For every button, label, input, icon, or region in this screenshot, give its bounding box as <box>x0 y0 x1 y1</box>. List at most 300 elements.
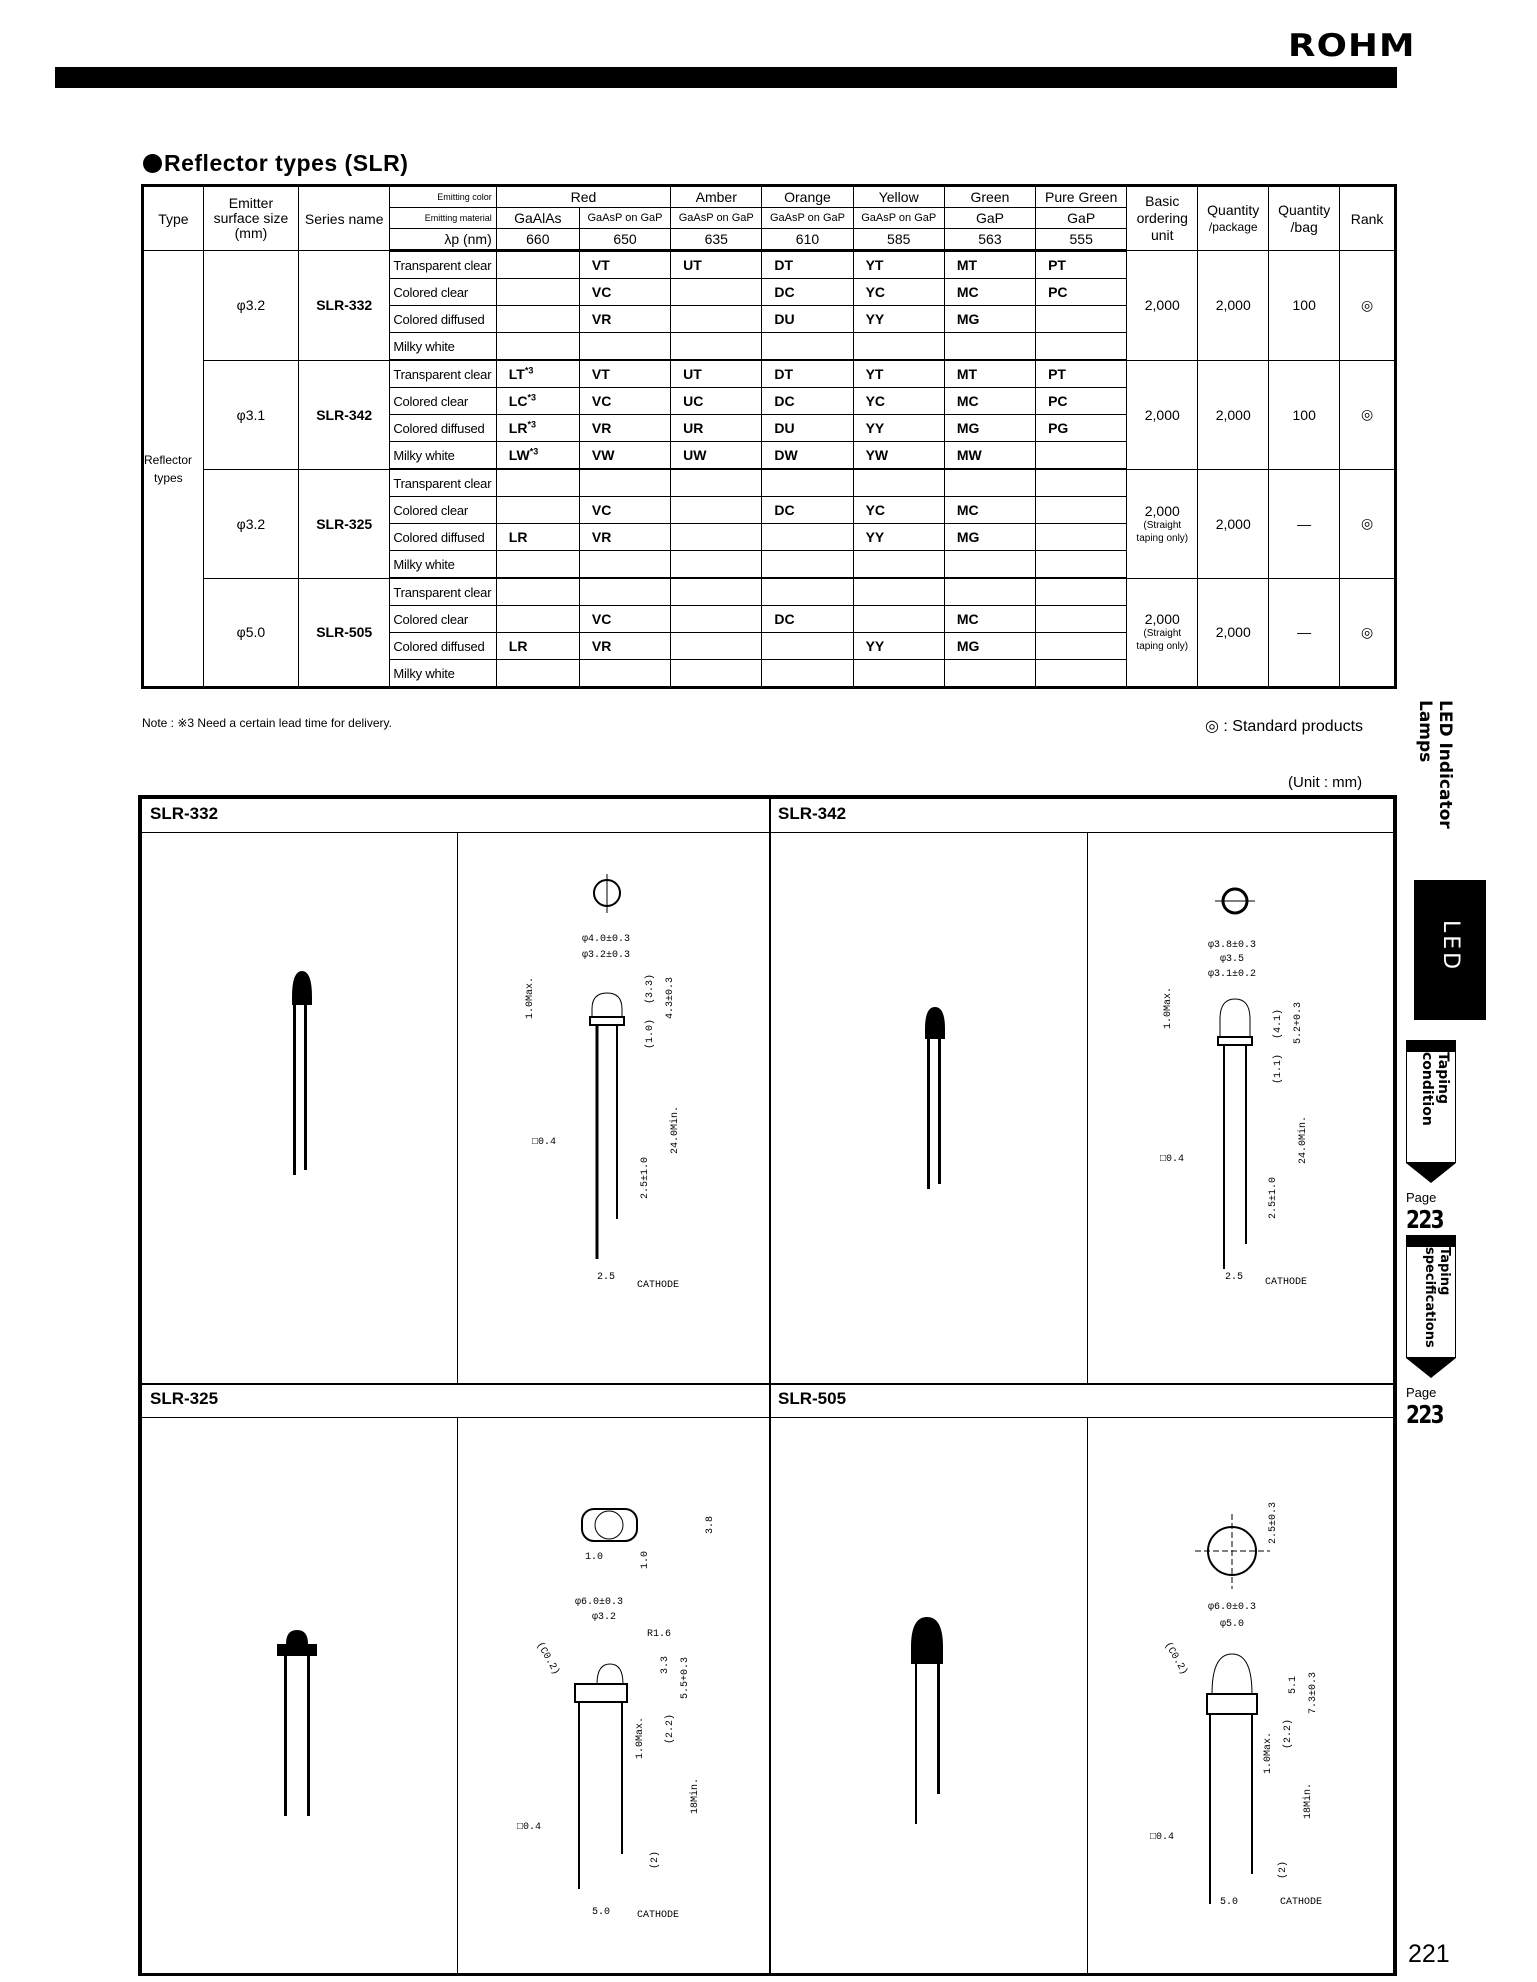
ordering-unit-value: 2,000 <box>1144 297 1180 314</box>
svg-text:φ6.0±0.3: φ6.0±0.3 <box>1208 1602 1257 1613</box>
part-code-cell <box>496 415 579 442</box>
panel-divider <box>457 833 458 1384</box>
led-photo-icon <box>905 1609 950 1829</box>
part-code-cell: MG <box>944 306 1035 333</box>
part-code-cell: VW <box>579 442 670 470</box>
header-wavelength-value: 610 <box>762 229 853 251</box>
svg-text:φ3.5: φ3.5 <box>1220 954 1245 965</box>
header-wavelength-value: 660 <box>496 229 579 251</box>
part-code-cell: LR <box>496 524 579 551</box>
header-color: Amber <box>671 186 762 208</box>
svg-text:(3.3): (3.3) <box>645 973 656 1004</box>
svg-text:φ5.0: φ5.0 <box>1220 1619 1245 1630</box>
taping-specifications-label: Taping specifications <box>1422 1247 1452 1348</box>
dimension-drawing <box>512 869 742 1319</box>
part-code-cell: DW <box>762 442 853 470</box>
part-code-cell: VC <box>579 388 670 415</box>
rohm-logo: ROHM <box>1288 28 1416 64</box>
part-code-cell <box>1036 497 1127 524</box>
series-name-cell: SLR-505 <box>299 578 390 688</box>
part-code-cell: UC <box>671 388 762 415</box>
ordering-unit-value: 2,000 <box>1144 406 1180 423</box>
delivery-note: Note : ※3 Need a certain lead time for delivery. <box>142 716 392 730</box>
part-code-cell: YY <box>853 415 944 442</box>
taping-specifications-link[interactable] <box>1406 1235 1456 1429</box>
footnote-marker: *3 <box>527 419 536 430</box>
ordering-unit-cell <box>1127 251 1198 361</box>
table-row <box>143 251 1396 279</box>
part-code-cell <box>496 360 579 388</box>
part-code-cell <box>944 660 1035 688</box>
svg-text:1.0Max.: 1.0Max. <box>525 976 536 1019</box>
part-code-cell <box>1036 306 1127 333</box>
ordering-unit-value: 2,000 <box>1144 502 1180 519</box>
part-code-cell <box>671 469 762 497</box>
svg-text:2.5: 2.5 <box>597 1272 616 1283</box>
part-code-cell: VT <box>579 360 670 388</box>
part-code-cell <box>1036 606 1127 633</box>
svg-text:φ3.2: φ3.2 <box>592 1612 617 1623</box>
lens-cell: Colored diffused <box>390 524 496 551</box>
header-material: GaP <box>1036 208 1127 229</box>
page-label: Page <box>1406 1190 1437 1205</box>
svg-text:(2.2): (2.2) <box>665 1713 676 1744</box>
svg-text:1.0Max.: 1.0Max. <box>635 1716 646 1759</box>
part-code-cell <box>496 497 579 524</box>
part-code-cell <box>496 469 579 497</box>
section-title-text: Reflector types (SLR) <box>164 150 409 176</box>
header-line: /bag <box>1290 218 1318 235</box>
header-line: Emitter <box>228 195 274 211</box>
svg-text:□0.4: □0.4 <box>517 1822 542 1833</box>
table-row <box>143 360 1396 388</box>
lens-cell: Transparent clear <box>390 578 496 606</box>
part-code-cell: MW <box>944 442 1035 470</box>
svg-text:5.1: 5.1 <box>1288 1675 1299 1694</box>
part-code-cell <box>762 578 853 606</box>
part-code: LR$^{*3}$ <box>508 419 536 437</box>
header-material: GaAsP on GaP <box>762 208 853 229</box>
part-code-cell: VC <box>579 497 670 524</box>
part-code-cell: MC <box>944 606 1035 633</box>
series-name-cell: SLR-332 <box>299 251 390 361</box>
part-code-cell <box>853 578 944 606</box>
header-series-name: Series name <box>299 186 390 251</box>
footnote-marker: *3 <box>524 365 534 376</box>
header-line: Quantity <box>1278 201 1331 218</box>
svg-text:(4.1): (4.1) <box>1273 1008 1284 1039</box>
ordering-unit-cell <box>1127 360 1198 469</box>
lens-cell: Milky white <box>390 442 496 470</box>
rank-cell: ◎ <box>1340 251 1396 361</box>
svg-text:□0.4: □0.4 <box>1150 1832 1175 1843</box>
part-code-cell: DT <box>762 360 853 388</box>
dimension-drawing <box>497 1494 737 1934</box>
header-wavelength-value: 563 <box>944 229 1035 251</box>
footnote-marker: *3 <box>529 446 539 457</box>
part-code-cell <box>762 469 853 497</box>
lens-cell: Colored diffused <box>390 306 496 333</box>
part-code-cell <box>671 333 762 361</box>
part-code-cell: YY <box>853 633 944 660</box>
footnote-marker: *3 <box>527 392 536 403</box>
part-code-cell <box>1036 660 1127 688</box>
part-code-cell: YC <box>853 279 944 306</box>
part-code-cell: VC <box>579 279 670 306</box>
header-wavelength-value: 555 <box>1036 229 1127 251</box>
part-code-cell <box>579 469 670 497</box>
qty-bag-cell: — <box>1269 578 1340 688</box>
part-code-cell: MG <box>944 524 1035 551</box>
svg-text:(2.2): (2.2) <box>1283 1718 1294 1749</box>
panel-slr-342 <box>769 798 1394 1385</box>
part-code-cell <box>671 497 762 524</box>
panel-slr-332 <box>141 798 771 1385</box>
led-photo-icon <box>282 959 322 1179</box>
panel-divider <box>1087 1418 1088 1975</box>
part-code-cell: UT <box>671 360 762 388</box>
header-color: Yellow <box>853 186 944 208</box>
emitter-size-cell: φ5.0 <box>203 578 298 688</box>
part-code-cell: DT <box>762 251 853 279</box>
header-qty-package <box>1198 186 1269 251</box>
panel-divider <box>457 1418 458 1975</box>
qty-bag-cell: — <box>1269 469 1340 578</box>
header-line: (mm) <box>234 225 268 241</box>
header-material: GaAlAs <box>496 208 579 229</box>
series-name-cell: SLR-342 <box>299 360 390 469</box>
part-code-cell: MG <box>944 415 1035 442</box>
panel-title: SLR-332 <box>142 799 770 833</box>
lens-cell: Transparent clear <box>390 360 496 388</box>
header-line: ordering <box>1136 210 1188 226</box>
header-line: surface size <box>213 210 289 226</box>
dimension-drawing <box>1140 879 1370 1319</box>
part-code-cell <box>762 633 853 660</box>
part-code-cell: YC <box>853 388 944 415</box>
table-row <box>143 469 1396 497</box>
header-line: Basic <box>1145 193 1180 209</box>
part-code-cell <box>496 306 579 333</box>
part-code: LT$^{*3}$ <box>508 365 534 383</box>
header-type: Type <box>143 186 204 251</box>
part-code-cell <box>496 251 579 279</box>
arrow-down-icon <box>1406 1163 1456 1185</box>
part-code-cell: VC <box>579 606 670 633</box>
svg-text:5.0: 5.0 <box>592 1907 611 1918</box>
part-code-cell <box>496 442 579 470</box>
page-ref: 223 <box>1406 1205 1443 1234</box>
led-photo-icon <box>915 999 955 1199</box>
part-code-cell <box>671 660 762 688</box>
qty-package-cell: 2,000 <box>1198 360 1269 469</box>
part-code-cell <box>762 333 853 361</box>
part-code-cell: VR <box>579 633 670 660</box>
part-code-cell <box>1036 578 1127 606</box>
part-code-cell <box>944 469 1035 497</box>
part-code-cell <box>1036 633 1127 660</box>
header-color: Red <box>496 186 670 208</box>
header-material: GaAsP on GaP <box>671 208 762 229</box>
header-material: GaP <box>944 208 1035 229</box>
part-code-cell: MT <box>944 360 1035 388</box>
part-code-cell <box>1036 442 1127 470</box>
svg-text:5.5+0.3: 5.5+0.3 <box>680 1656 691 1699</box>
part-code-cell: YY <box>853 306 944 333</box>
header-wavelength-value: 635 <box>671 229 762 251</box>
part-code-cell <box>944 551 1035 579</box>
qty-package-cell: 2,000 <box>1198 469 1269 578</box>
svg-text:2.5±1.0: 2.5±1.0 <box>640 1156 651 1199</box>
qty-bag-cell: 100 <box>1269 360 1340 469</box>
header-wavelength-value: 650 <box>579 229 670 251</box>
part-code-cell <box>579 333 670 361</box>
part-code-cell <box>579 578 670 606</box>
part-code-cell <box>496 606 579 633</box>
part-code-cell: PT <box>1036 251 1127 279</box>
svg-text:1.0: 1.0 <box>640 1550 651 1569</box>
header-line: /package <box>1208 219 1258 234</box>
part-code-cell <box>496 388 579 415</box>
part-code-cell <box>496 279 579 306</box>
part-code-cell: PC <box>1036 279 1127 306</box>
part-code-cell: YY <box>853 524 944 551</box>
header-color: Pure Green <box>1036 186 1127 208</box>
part-code-cell: PG <box>1036 415 1127 442</box>
part-code-cell <box>1036 524 1127 551</box>
part-code-cell <box>944 578 1035 606</box>
lens-cell: Milky white <box>390 551 496 579</box>
svg-text:CATHODE: CATHODE <box>637 1280 680 1291</box>
header-bar <box>55 67 1397 88</box>
lens-cell: Transparent clear <box>390 251 496 279</box>
rank-cell: ◎ <box>1340 360 1396 469</box>
lens-cell: Colored clear <box>390 388 496 415</box>
svg-text:18Min.: 18Min. <box>1303 1782 1314 1819</box>
panel-title: SLR-342 <box>770 799 1393 833</box>
header-emitting-material: Emitting material <box>390 208 496 229</box>
led-tab-label: LED <box>1438 920 1463 973</box>
drawings-frame <box>138 795 1397 1976</box>
ordering-unit-cell <box>1127 578 1198 688</box>
rank-cell: ◎ <box>1340 469 1396 578</box>
led-tab[interactable] <box>1414 880 1486 1020</box>
svg-text:(C0.2): (C0.2) <box>533 1640 562 1678</box>
panel-divider <box>1087 833 1088 1384</box>
svg-text:7.3±0.3: 7.3±0.3 <box>1308 1671 1319 1714</box>
svg-text:(1.1): (1.1) <box>1273 1053 1284 1084</box>
part-code-cell <box>853 606 944 633</box>
svg-text:(1.0): (1.0) <box>645 1018 656 1049</box>
type-label: types <box>154 470 183 485</box>
header-color: Green <box>944 186 1035 208</box>
part-code-cell: MT <box>944 251 1035 279</box>
svg-text:φ3.2±0.3: φ3.2±0.3 <box>582 950 631 961</box>
header-wavelength-value: 585 <box>853 229 944 251</box>
part-code-cell <box>496 578 579 606</box>
header-qty-bag <box>1269 186 1340 251</box>
svg-text:1.0: 1.0 <box>585 1552 604 1563</box>
svg-text:□0.4: □0.4 <box>1160 1154 1185 1165</box>
part-code-cell: VR <box>579 306 670 333</box>
svg-text:CATHODE: CATHODE <box>637 1910 680 1921</box>
standard-products-legend: ◎ : Standard products <box>1205 718 1364 735</box>
panel-title: SLR-325 <box>142 1384 770 1418</box>
part-code-cell <box>853 469 944 497</box>
svg-text:(2): (2) <box>650 1850 661 1869</box>
series-name-cell: SLR-325 <box>299 469 390 578</box>
part-code-cell <box>671 606 762 633</box>
part-code-cell <box>1036 551 1127 579</box>
part-code-cell <box>762 660 853 688</box>
svg-text:1.0Max.: 1.0Max. <box>1263 1731 1274 1774</box>
part-code: LC$^{*3}$ <box>508 392 536 410</box>
part-code-cell: UR <box>671 415 762 442</box>
panel-title: SLR-505 <box>770 1384 1393 1418</box>
part-code-cell: MC <box>944 279 1035 306</box>
svg-text:R1.6: R1.6 <box>647 1629 672 1640</box>
lens-cell: Colored clear <box>390 497 496 524</box>
svg-text:2.5±0.3: 2.5±0.3 <box>1268 1501 1279 1544</box>
svg-text:3.8: 3.8 <box>705 1515 716 1534</box>
part-code-cell: YT <box>853 360 944 388</box>
part-code-cell: PC <box>1036 388 1127 415</box>
part-code-cell <box>671 306 762 333</box>
part-code-cell <box>496 333 579 361</box>
taping-condition-link[interactable] <box>1406 1040 1456 1234</box>
svg-text:(2): (2) <box>1278 1860 1289 1879</box>
lens-cell: Colored clear <box>390 279 496 306</box>
part-code-cell: DU <box>762 306 853 333</box>
svg-text:5.0: 5.0 <box>1220 1897 1239 1908</box>
part-code-cell <box>853 333 944 361</box>
part-code-cell: UW <box>671 442 762 470</box>
svg-text:φ4.0±0.3: φ4.0±0.3 <box>582 934 631 945</box>
part-code-cell: MG <box>944 633 1035 660</box>
part-code-cell <box>853 551 944 579</box>
header-line: unit <box>1150 227 1174 243</box>
lens-cell: Transparent clear <box>390 469 496 497</box>
part-code-cell <box>579 551 670 579</box>
part-code-cell: MC <box>944 497 1035 524</box>
qty-package-cell: 2,000 <box>1198 578 1269 688</box>
unit-label: (Unit : mm) <box>1288 774 1363 791</box>
svg-text:1.0Max.: 1.0Max. <box>1163 986 1174 1029</box>
svg-text:□0.4: □0.4 <box>532 1137 557 1148</box>
arrow-down-icon <box>1406 1358 1456 1380</box>
part-code-cell: UT <box>671 251 762 279</box>
part-code-cell <box>1036 469 1127 497</box>
part-code-cell: VR <box>579 524 670 551</box>
part-code-cell <box>1036 333 1127 361</box>
part-code-cell <box>671 633 762 660</box>
header-rank: Rank <box>1340 186 1396 251</box>
section-title <box>143 150 408 177</box>
svg-text:CATHODE: CATHODE <box>1280 1897 1323 1908</box>
type-label: Reflector <box>144 452 193 467</box>
part-code-cell <box>671 524 762 551</box>
part-code-cell: LR <box>496 633 579 660</box>
header-color: Orange <box>762 186 853 208</box>
part-code-cell: DC <box>762 606 853 633</box>
section-index-label: LED Indicator Lamps <box>1415 700 1455 829</box>
part-code-cell: MC <box>944 388 1035 415</box>
svg-text:(C0.2): (C0.2) <box>1161 1640 1190 1678</box>
dimension-drawing <box>1130 1484 1370 1944</box>
part-code-cell <box>853 660 944 688</box>
svg-text:4.3±0.3: 4.3±0.3 <box>665 976 676 1019</box>
part-code-cell: PT <box>1036 360 1127 388</box>
svg-text:5.2+0.3: 5.2+0.3 <box>1293 1001 1304 1044</box>
part-code-cell <box>671 279 762 306</box>
taping-condition-label: Taping condition <box>1419 1052 1451 1126</box>
panel-slr-325 <box>141 1383 771 1976</box>
part-code-cell <box>579 660 670 688</box>
header-material: GaAsP on GaP <box>579 208 670 229</box>
header-basic-ordering-unit <box>1127 186 1198 251</box>
header-wavelength: λp (nm) <box>390 229 496 251</box>
header-material: GaAsP on GaP <box>853 208 944 229</box>
table-row <box>143 578 1396 606</box>
svg-text:2.5±1.0: 2.5±1.0 <box>1268 1176 1279 1219</box>
lens-cell: Colored diffused <box>390 633 496 660</box>
svg-text:φ6.0±0.3: φ6.0±0.3 <box>575 1597 624 1608</box>
svg-text:18Min.: 18Min. <box>690 1777 701 1814</box>
part-code: LW$^{*3}$ <box>508 446 539 464</box>
lens-cell: Colored clear <box>390 606 496 633</box>
lens-cell: Milky white <box>390 333 496 361</box>
reflector-types-table <box>141 184 1397 689</box>
qty-bag-cell: 100 <box>1269 251 1340 361</box>
part-code-cell: DC <box>762 497 853 524</box>
bullet-icon <box>143 154 162 173</box>
ordering-unit-value: 2,000 <box>1144 611 1180 628</box>
part-code-cell: DU <box>762 415 853 442</box>
header-line: Quantity <box>1207 201 1260 218</box>
part-code-cell: VT <box>579 251 670 279</box>
rank-cell: ◎ <box>1340 578 1396 688</box>
header-emitting-color: Emitting color <box>390 186 496 208</box>
panel-slr-505 <box>769 1383 1394 1976</box>
part-code-cell: YW <box>853 442 944 470</box>
led-photo-icon <box>272 1624 322 1824</box>
part-code-cell <box>671 578 762 606</box>
svg-text:3.3: 3.3 <box>660 1655 671 1674</box>
lens-cell: Colored diffused <box>390 415 496 442</box>
part-code-cell: YT <box>853 251 944 279</box>
part-code-cell <box>496 551 579 579</box>
part-code-cell <box>671 551 762 579</box>
ordering-unit-cell <box>1127 469 1198 578</box>
part-code-cell <box>762 551 853 579</box>
part-code-cell: DC <box>762 388 853 415</box>
svg-text:φ3.8±0.3: φ3.8±0.3 <box>1208 940 1257 951</box>
svg-text:24.0Min.: 24.0Min. <box>1298 1115 1309 1164</box>
page-ref: 223 <box>1406 1400 1443 1429</box>
ordering-note: (Straight taping only) <box>1136 628 1189 653</box>
svg-text:CATHODE: CATHODE <box>1265 1277 1308 1288</box>
page-number: 221 <box>1408 1940 1450 1968</box>
header-emitter-size <box>203 186 298 251</box>
lens-cell: Milky white <box>390 660 496 688</box>
part-code-cell <box>944 333 1035 361</box>
part-code-cell <box>762 524 853 551</box>
svg-text:φ3.1±0.2: φ3.1±0.2 <box>1208 969 1257 980</box>
emitter-size-cell: φ3.2 <box>203 251 298 361</box>
svg-text:24.0Min.: 24.0Min. <box>670 1105 681 1154</box>
svg-text:2.5: 2.5 <box>1225 1272 1244 1283</box>
part-code-cell: YC <box>853 497 944 524</box>
